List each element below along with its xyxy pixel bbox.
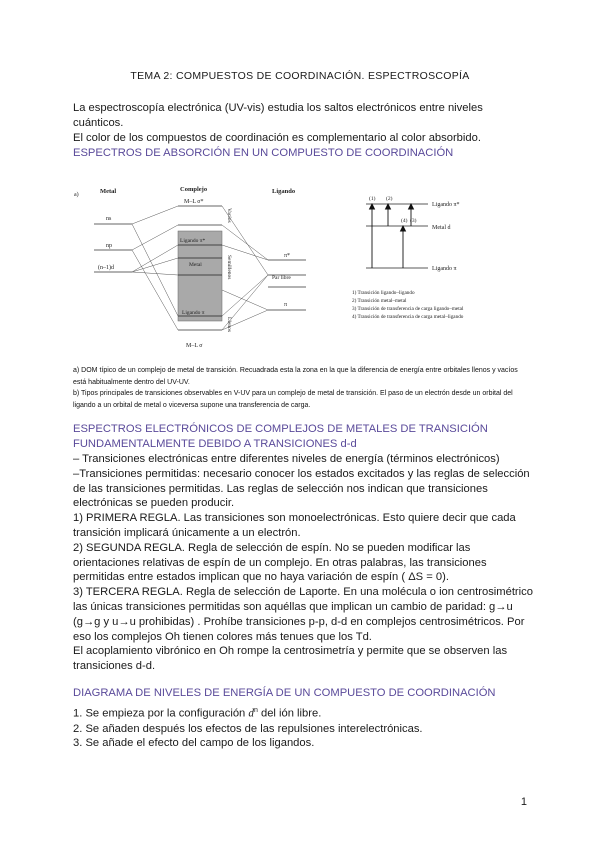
semillenos-label: Semillenos — [226, 255, 232, 280]
top-ml-label: M–L σ* — [184, 199, 204, 205]
step-2: 2. Se añaden después los efectos de las repulsiones interelectrónicas. — [73, 722, 423, 735]
legend-1: 1) Transición ligando–ligando — [352, 290, 415, 296]
step-1: 1. Se empieza por la configuración $d^n$ del ión libre. — [73, 707, 322, 720]
bottom-ml-label: M–L σ — [186, 343, 203, 349]
caption-a: a) DOM típico de un complejo de metal de transición. Recuadrada esta la zona en la que la diferencia de energía entre orbitales llenos y vacíos está habitualmente dentro del UV-UV. — [73, 367, 518, 386]
ligando-pi-star-box-label: Ligando π* — [180, 238, 206, 244]
metal-np-label: np — [106, 243, 112, 249]
page-title: TEMA 2: COMPUESTOS DE COORDINACIÓN. ESPECTROSCOPÍA — [130, 70, 470, 82]
transition-2-label: (2) — [386, 196, 393, 202]
metal-center-label: Metal — [189, 262, 202, 268]
step-3: 3. Se añade el efecto del campo de los ligandos. — [73, 737, 315, 750]
section-heading-spectra: ESPECTROS ELECTRÓNICOS DE COMPLEJOS DE METALES DE TRANSICIÓN FUNDAMENTALMENTE DEBIDO A TRANSICIONES d-d — [73, 423, 488, 450]
mo-diagram-figure — [72, 180, 344, 352]
body-line-1: – Transiciones electrónicas entre diferentes niveles de energía (términos electrónicos) — [73, 453, 500, 465]
col-metal-label: Metal — [100, 188, 117, 195]
body-rule-1: 1) PRIMERA REGLA. Las transiciones son monoelectrónicas. Esto quiere decir que cada transición implicará únicamente a un electrón. — [73, 512, 516, 539]
right-metal-d-label: Metal d — [432, 225, 451, 231]
intro-line-1: La espectroscopía electrónica (UV-vis) estudia los saltos electrónicos entre niveles cuánticos. — [73, 102, 483, 129]
section-heading-absorption: ESPECTROS DE ABSORCIÓN EN UN COMPUESTO DE COORDINACIÓN — [73, 147, 454, 159]
metal-ns-label: ns — [106, 216, 112, 222]
intro-line-2: El color de los compuestos de coordinación es complementario al color absorbido. — [73, 131, 481, 144]
body-vibronic: El acoplamiento vibrónico en Oh rompe la centrosimetría y permite que se observen las transiciones d-d. — [73, 645, 508, 673]
lig-pi-star-label: π* — [284, 253, 291, 259]
steps-list — [73, 704, 533, 751]
col-ligando-label: Ligando — [272, 188, 296, 195]
transitions-figure — [348, 188, 538, 338]
legend-2: 2) Transición metal–metal — [352, 298, 407, 304]
legend-4: 4) Transición de transferencia de carga metal–ligando — [352, 314, 464, 320]
body-section-2 — [73, 452, 533, 674]
transition-1-label: (1) — [369, 196, 376, 202]
figure-a-label: a) — [74, 192, 79, 198]
page-number: 1 — [520, 796, 527, 808]
body-rule-3: 3) TERCERA REGLA. Regla de selección de Laporte. En una molécula o ion centrosimétrico las únicas transiciones permitidas son aquéllas que implican un cambio de paridad: g→u (g→g y u→u prohibidas) . Prohíbe transiciones p-p, d-d en complejos centrosimétricos. Por eso los complejos Oh tienen colores más tenues que los Td. — [73, 586, 533, 643]
right-lig-pi-label: Ligando π — [432, 266, 457, 272]
figure-caption — [73, 365, 528, 411]
intro-paragraph — [73, 101, 533, 145]
body-line-2: –Transiciones permitidas: necesario conocer los estados excitados y las reglas de selección de las transiciones permitidas. Las reglas de selección nos indican que transiciones electrónicas se pueden producir. — [73, 467, 530, 510]
metal-nd-label: (n–1)d — [98, 265, 114, 271]
highlight-box — [178, 231, 222, 321]
body-rule-2: 2) SEGUNDA REGLA. Regla de selección de espín. No se pueden modificar las orientaciones relativas de espín de un complejo. En otras palabras, las transiciones permitidas entre estados implican que no haya variación de espín ( ΔS = 0). — [73, 541, 487, 584]
ligando-pi-box-label: Ligando π — [182, 310, 205, 316]
lig-pi-label: π — [284, 302, 288, 308]
vacios-label: Vacíos — [226, 208, 232, 223]
caption-b: b) Tipos principales de transiciones observables en V-UV para un complejo de metal de transición. El paso de un electrón desde un orbital del ligando a un orbital de metal o viceversa supone una transferencia de carga. — [73, 390, 513, 409]
section-heading-energy-levels: DIAGRAMA DE NIVELES DE ENERGÍA DE UN COMPUESTO DE COORDINACIÓN — [73, 687, 496, 699]
transition-4-label: (3) — [410, 218, 417, 224]
legend-3: 3) Transición de transferencia de carga ligando–metal — [352, 306, 464, 312]
col-complejo-label: Complejo — [180, 186, 208, 193]
right-lig-pistar-label: Ligando π* — [432, 202, 460, 208]
lig-par-libre-label: Par libre — [272, 275, 291, 281]
transition-3-label: (4) — [401, 218, 408, 224]
llenos-label: Llenos — [226, 317, 232, 332]
